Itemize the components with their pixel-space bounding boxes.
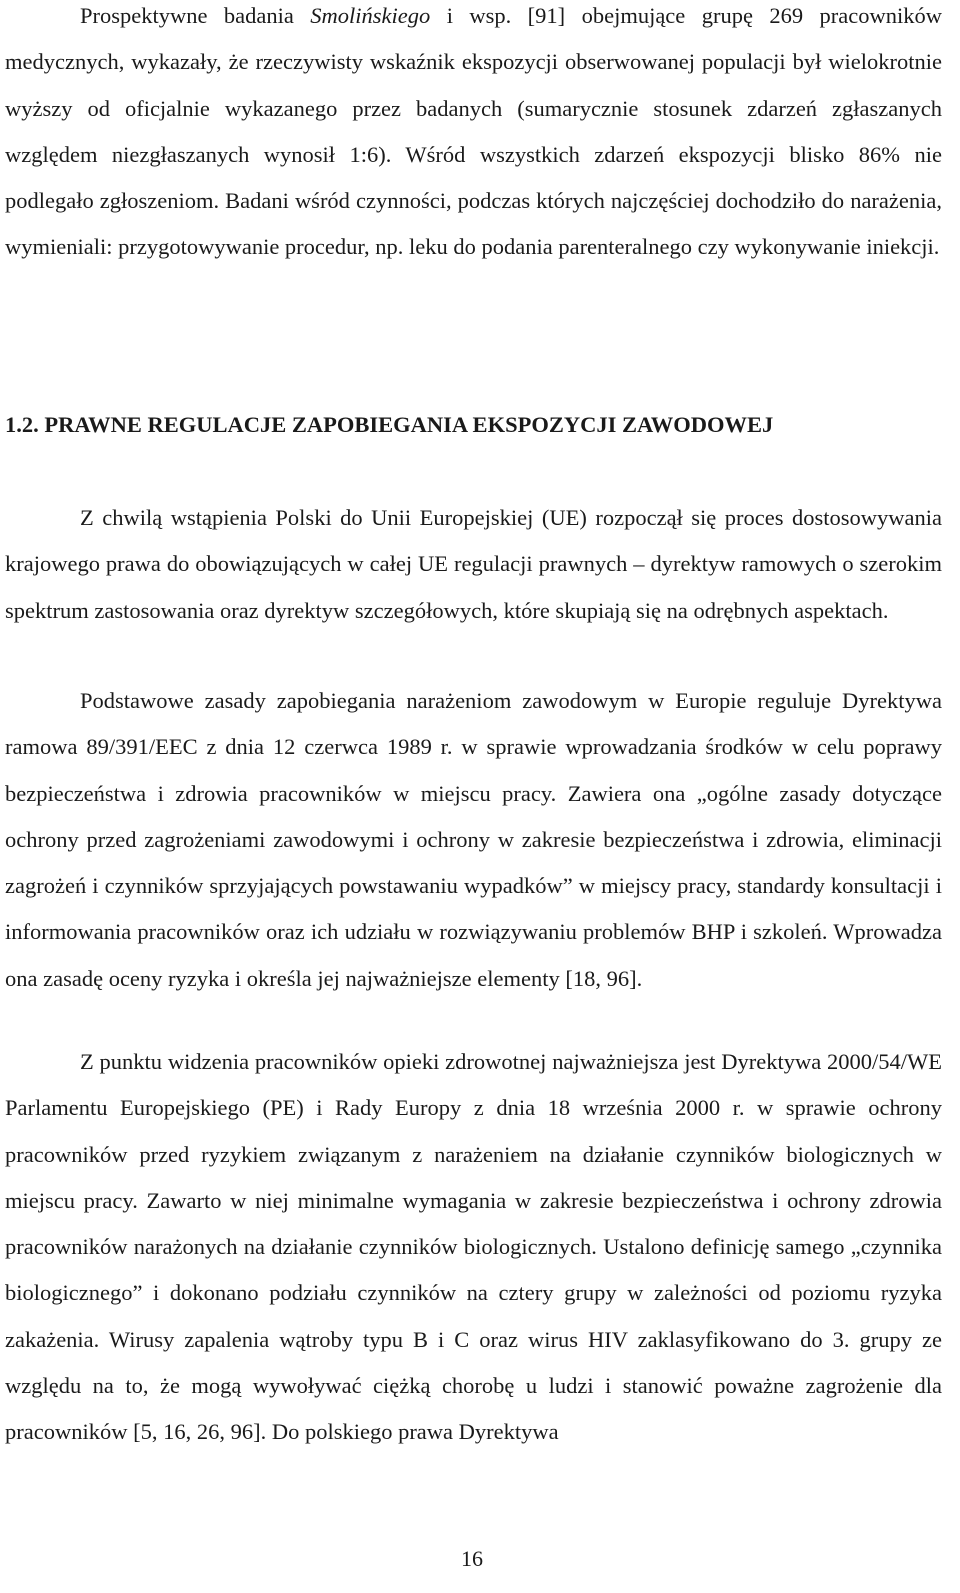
intro-text-start: Prospektywne badania <box>80 3 311 28</box>
section-heading <box>5 402 773 448</box>
paragraph-framework-directive: Podstawowe zasady zapobiegania narażeniom zawodowym w Europie reguluje Dyrektywa ramowa 89/391/EEC z dnia 12 czerwca 1989 r. w sprawie wprowadzania środków w celu poprawy bezpieczeństwa i zdrowia pracowników w miejscu pracy. Zawiera ona „ogólne zasady dotyczące ochrony przed zagrożeniami zawodowymi i ochrony w zakresie bezpieczeństwa i zdrowia, eliminacji zagrożeń i czynników sprzyjających powstawaniu wypadków” w miejscy pracy, standardy konsultacji i informowania pracowników oraz ich udziału w rozwiązywaniu problemów BHP i szkoleń. Wprowadza ona zasadę oceny ryzyka i określa jej najważniejsze elementy [18, 96]. <box>5 688 942 991</box>
intro-text-rest: i wsp. [91] obejmujące grupę 269 pracowników medycznych, wykazały, że rzeczywisty wskaźnik ekspozycji obserwowanej populacji był wielokrotnie wyższy od oficjalnie wykazanego przez badanych (sumarycznie stosunek zdarzeń zgłaszanych względem niezgłaszanych wynosił 1:6). Wśród wszystkich zdarzeń ekspozycji blisko 86% nie podlegało zgłoszeniom. Badani wśród czynności, podczas których najczęściej dochodziło do narażenia, wymieniali: przygotowywanie procedur, np. leku do podania parenteralnego czy wykonywanie iniekcji. <box>5 3 942 260</box>
page-number: 16 <box>461 1546 483 1571</box>
intro-paragraph <box>5 0 942 271</box>
paragraph-eu-accession: Z chwilą wstąpienia Polski do Unii Europejskiej (UE) rozpoczął się proces dostosowywania krajowego prawa do obowiązujących w całej UE regulacji prawnych – dyrektyw ramowych o szerokim spektrum zastosowania oraz dyrektyw szczegółowych, które skupiają się na odrębnych aspektach. <box>5 505 942 623</box>
section-title: PRAWNE REGULACJE ZAPOBIEGANIA EKSPOZYCJI ZAWODOWEJ <box>44 412 774 437</box>
section-number: 1.2. <box>5 412 39 437</box>
author-name: Smolińskiego <box>310 3 431 28</box>
paragraph-biological-agents-directive: Z punktu widzenia pracowników opieki zdrowotnej najważniejsza jest Dyrektywa 2000/54/WE Parlamentu Europejskiego (PE) i Rady Europy z dnia 18 września 2000 r. w sprawie ochrony pracowników przed ryzykiem związanym z narażeniem na działanie czynników biologicznych w miejscu pracy. Zawarto w niej minimalne wymagania w zakresie bezpieczeństwa i ochrony zdrowia pracowników narażonych na działanie czynników biologicznych. Ustalono definicję samego „czynnika biologicznego” i dokonano podziału czynników na cztery grupy w zależności od poziomu ryzyka zakażenia. Wirusy zapalenia wątroby typu B i C oraz wirus HIV zaklasyfikowano do 3. grupy ze względu na to, że mogą wywoływać ciężką chorobę u ludzi i stanowić poważne zagrożenie dla pracowników [5, 16, 26, 96]. Do polskiego prawa Dyrektywa <box>5 1049 942 1445</box>
